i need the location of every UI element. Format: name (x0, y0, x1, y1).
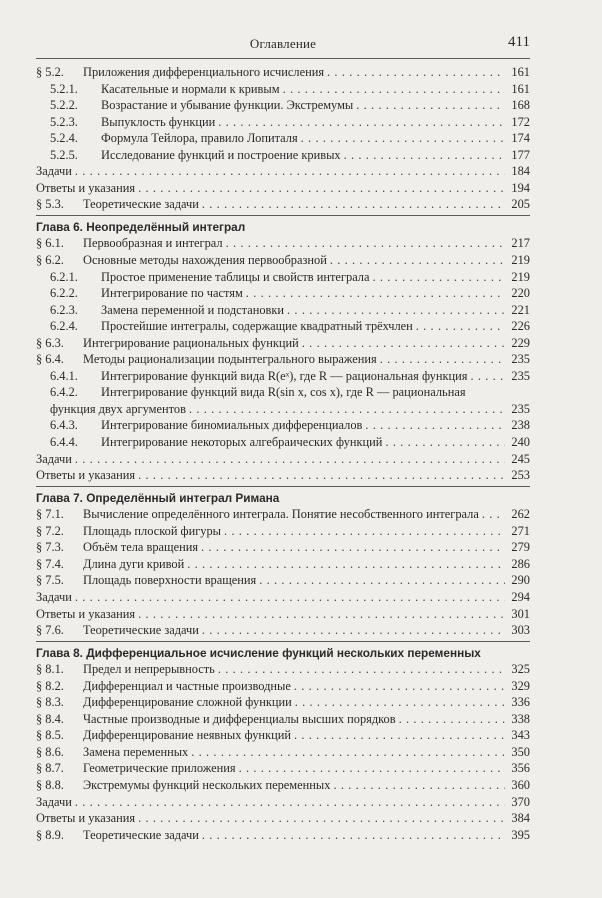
entry-title: Частные производные и дифференциалы высших порядков (83, 711, 396, 726)
entry-number: § 8.4. (36, 711, 64, 726)
toc-entry (36, 417, 530, 434)
entry-number: 6.2.1. (50, 269, 78, 284)
dot-leader (202, 622, 505, 639)
entry-page: 177 (511, 147, 530, 162)
entry-page: 271 (511, 523, 530, 538)
toc-entry (36, 622, 530, 639)
chapter-heading: Глава 7. Определённый интеграл Римана (36, 490, 280, 505)
entry-title: Задачи (36, 589, 72, 604)
toc-entry (36, 711, 530, 728)
dot-leader (224, 523, 505, 540)
entry-number: § 7.2. (36, 523, 64, 538)
entry-number: § 5.2. (36, 65, 64, 79)
entry-title: Ответы и указания (36, 606, 136, 621)
entry-title: Интегрирование биномиальных дифференциалов (101, 418, 363, 433)
entry-number: § 7.4. (36, 556, 64, 571)
entry-title: Замена переменной и подстановки (101, 302, 285, 317)
entry-page: 384 (511, 811, 530, 826)
entry-title-continuation: функция двух аргументов (50, 401, 186, 416)
entry-number: § 8.7. (36, 761, 64, 776)
entry-page: 336 (511, 695, 530, 710)
toc-entry (36, 451, 530, 468)
table-of-contents (36, 64, 530, 843)
entry-page: 205 (511, 197, 530, 212)
entry-page: 219 (511, 269, 530, 284)
entry-title: Интегрирование рациональных функций (83, 335, 299, 350)
entry-page: 217 (511, 236, 530, 251)
dot-leader (226, 235, 505, 252)
entry-number: 6.4.3. (50, 418, 78, 433)
entry-page: 194 (511, 180, 530, 195)
dot-leader (75, 163, 505, 180)
toc-entry (36, 434, 530, 451)
dot-leader (138, 467, 505, 484)
toc-entry (36, 606, 530, 623)
dot-leader (380, 351, 505, 368)
entry-page: 219 (511, 253, 530, 268)
entry-number: 6.2.4. (50, 319, 78, 334)
toc-entry (36, 81, 530, 98)
entry-title: Ответы и указания (36, 180, 136, 195)
entry-title: Методы рационализации подынтегрального выражения (83, 352, 377, 367)
entry-number: § 8.2. (36, 678, 64, 693)
entry-page: 343 (511, 728, 530, 743)
entry-page: 286 (511, 556, 530, 571)
dot-leader (246, 285, 505, 302)
entry-page: 235 (511, 401, 530, 416)
entry-title: Касательные и нормали к кривым (101, 81, 280, 96)
dot-leader (365, 417, 505, 434)
toc-entry (36, 661, 530, 678)
toc-entry (36, 384, 530, 401)
entry-page: 172 (511, 114, 530, 129)
entry-number: § 6.2. (36, 253, 64, 268)
toc-entry (36, 589, 530, 606)
entry-number: § 8.6. (36, 744, 64, 759)
toc-entry (36, 744, 530, 761)
entry-title: Задачи (36, 451, 72, 466)
toc-entry (36, 523, 530, 540)
entry-page: 253 (511, 468, 530, 483)
toc-entry (36, 163, 530, 180)
entry-title: Дифференциал и частные производные (83, 678, 291, 693)
entry-page: 184 (511, 164, 530, 179)
entry-title: Теоретические задачи (83, 827, 199, 842)
entry-title: Ответы и указания (36, 811, 136, 826)
toc-entry (36, 335, 530, 352)
dot-leader (344, 147, 505, 164)
dot-leader (385, 434, 505, 451)
dot-leader (259, 572, 505, 589)
toc-entry (36, 269, 530, 286)
toc-entry (36, 285, 530, 302)
toc-entry (36, 810, 530, 827)
toc-entry (36, 351, 530, 368)
dot-leader (201, 539, 505, 556)
dot-leader (202, 827, 505, 844)
toc-entry (36, 252, 530, 269)
entry-number: § 8.1. (36, 662, 64, 677)
entry-title: Интегрирование функций вида R(sin x, cos x), где R — рациональная (101, 385, 466, 400)
toc-entry-continuation (36, 401, 530, 418)
entry-page: 235 (511, 368, 530, 383)
entry-number: 5.2.5. (50, 147, 78, 162)
dot-leader (75, 451, 505, 468)
dot-leader (283, 81, 505, 98)
toc-entry (36, 147, 530, 164)
toc-entry (36, 760, 530, 777)
dot-leader (138, 606, 505, 623)
entry-title: Площадь поверхности вращения (83, 573, 257, 588)
entry-title: Вычисление определённого интеграла. Понятие несобственного интеграла (83, 507, 479, 522)
entry-title: Экстремумы функций нескольких переменных (83, 777, 331, 792)
entry-number: 6.4.4. (50, 435, 78, 450)
toc-entry (36, 467, 530, 484)
entry-title: Объём тела вращения (83, 540, 199, 555)
header-title: Оглавление (249, 36, 317, 51)
dot-leader (399, 711, 505, 728)
entry-page: 303 (511, 623, 530, 638)
chapter-heading: Глава 6. Неопределённый интеграл (36, 219, 246, 234)
dot-leader (138, 810, 505, 827)
entry-page: 161 (511, 65, 530, 79)
entry-number: 6.4.2. (50, 385, 78, 400)
toc-entry (36, 827, 530, 844)
entry-number: 5.2.2. (50, 98, 78, 113)
entry-page: 168 (511, 98, 530, 113)
dot-leader (327, 64, 505, 81)
entry-title: Интегрирование некоторых алгебраических функций (101, 435, 383, 450)
entry-number: 6.4.1. (50, 368, 78, 383)
entry-number: § 7.5. (36, 573, 64, 588)
entry-page: 226 (511, 319, 530, 334)
entry-page: 161 (511, 81, 530, 96)
dot-leader (189, 401, 505, 418)
entry-page: 338 (511, 711, 530, 726)
dot-leader (373, 269, 506, 286)
dot-leader (218, 661, 505, 678)
entry-page: 395 (511, 827, 530, 842)
dot-leader (302, 335, 505, 352)
entry-number: § 8.3. (36, 695, 64, 710)
toc-entry (36, 678, 530, 695)
toc-entry (36, 64, 530, 81)
entry-title: Ответы и указания (36, 468, 136, 483)
entry-title: Формула Тейлора, правило Лопиталя (101, 131, 298, 146)
entry-title: Задачи (36, 164, 72, 179)
entry-title: Дифференцирование сложной функции (83, 695, 292, 710)
entry-title: Теоретические задачи (83, 197, 199, 212)
entry-page: 220 (511, 286, 530, 301)
toc-entry (36, 539, 530, 556)
toc-entry (36, 572, 530, 589)
dot-leader (294, 727, 505, 744)
entry-page: 235 (511, 352, 530, 367)
entry-title: Замена переменных (83, 744, 189, 759)
entry-page: 329 (511, 678, 530, 693)
entry-title: Исследование функций и построение кривых (101, 147, 341, 162)
chapter-heading: Глава 8. Дифференциальное исчисление функций нескольких переменных (36, 645, 481, 660)
entry-number: 5.2.4. (50, 131, 78, 146)
entry-title: Интегрирование функций вида R(eˣ), где R — рациональная функция (101, 368, 468, 383)
dot-leader (330, 252, 505, 269)
entry-number: § 6.1. (36, 236, 64, 251)
entry-page: 325 (511, 662, 530, 677)
toc-entry (36, 196, 530, 213)
entry-title: Первообразная и интеграл (83, 236, 223, 251)
dot-leader (416, 318, 505, 335)
entry-page: 240 (511, 435, 530, 450)
toc-entry (36, 97, 530, 114)
dot-leader (202, 196, 505, 213)
toc-entry (36, 506, 530, 523)
entry-number: § 5.3. (36, 197, 64, 212)
section-divider (36, 486, 530, 487)
entry-number: 6.2.2. (50, 286, 78, 301)
entry-title: Геометрические приложения (83, 761, 236, 776)
entry-page: 360 (511, 777, 530, 792)
dot-leader (75, 794, 505, 811)
dot-leader (191, 744, 505, 761)
toc-entry (36, 180, 530, 197)
header-page-number: 411 (508, 34, 530, 50)
dot-leader (187, 556, 505, 573)
dot-leader (75, 589, 505, 606)
section-divider (36, 641, 530, 642)
entry-page: 350 (511, 744, 530, 759)
entry-title: Интегрирование по частям (101, 286, 243, 301)
toc-entry (36, 130, 530, 147)
dot-leader (356, 97, 505, 114)
toc-entry (36, 318, 530, 335)
dot-leader (138, 180, 505, 197)
entry-title: Дифференцирование неявных функций (83, 728, 291, 743)
entry-title: Задачи (36, 794, 72, 809)
entry-title: Простейшие интегралы, содержащие квадратный трёхчлен (101, 319, 413, 334)
dot-leader (482, 506, 505, 523)
entry-number: § 7.3. (36, 540, 64, 555)
toc-entry (36, 235, 530, 252)
entry-page: 238 (511, 418, 530, 433)
dot-leader (218, 114, 505, 131)
entry-number: § 7.1. (36, 507, 64, 522)
entry-number: § 8.8. (36, 777, 64, 792)
entry-number: § 8.9. (36, 827, 64, 842)
dot-leader (333, 777, 505, 794)
entry-title: Предел и непрерывность (83, 662, 215, 677)
entry-title: Основные методы нахождения первообразной (83, 253, 327, 268)
entry-page: 174 (511, 131, 530, 146)
entry-title: Простое применение таблицы и свойств интеграла (101, 269, 370, 284)
entry-page: 290 (511, 573, 530, 588)
entry-title: Площадь плоской фигуры (83, 523, 222, 538)
entry-number: 5.2.1. (50, 81, 78, 96)
entry-page: 356 (511, 761, 530, 776)
toc-entry (36, 368, 530, 385)
entry-number: § 6.3. (36, 335, 64, 350)
entry-page: 294 (511, 589, 530, 604)
entry-title: Длина дуги кривой (83, 556, 185, 571)
dot-leader (301, 130, 505, 147)
dot-leader (470, 368, 505, 385)
entry-number: 6.2.3. (50, 302, 78, 317)
entry-page: 245 (511, 451, 530, 466)
section-divider (36, 215, 530, 216)
entry-title: Выпуклость функции (101, 114, 216, 129)
running-header (36, 36, 530, 59)
entry-page: 262 (511, 507, 530, 522)
entry-title: Возрастание и убывание функции. Экстремумы (101, 98, 354, 113)
dot-leader (294, 678, 505, 695)
entry-page: 279 (511, 540, 530, 555)
toc-entry (36, 727, 530, 744)
toc-entry (36, 694, 530, 711)
dot-leader (295, 694, 505, 711)
dot-leader (287, 302, 505, 319)
dot-leader (239, 760, 505, 777)
entry-title: Теоретические задачи (83, 623, 199, 638)
entry-title: Приложения дифференциального исчисления (83, 65, 325, 79)
entry-number: § 7.6. (36, 623, 64, 638)
entry-number: 5.2.3. (50, 114, 78, 129)
entry-page: 301 (511, 606, 530, 621)
entry-page: 370 (511, 794, 530, 809)
entry-page: 229 (511, 335, 530, 350)
toc-entry (36, 114, 530, 131)
toc-entry (36, 302, 530, 319)
toc-entry (36, 777, 530, 794)
entry-number: § 8.5. (36, 728, 64, 743)
entry-page: 221 (511, 302, 530, 317)
toc-entry (36, 556, 530, 573)
entry-number: § 6.4. (36, 352, 64, 367)
toc-entry (36, 794, 530, 811)
